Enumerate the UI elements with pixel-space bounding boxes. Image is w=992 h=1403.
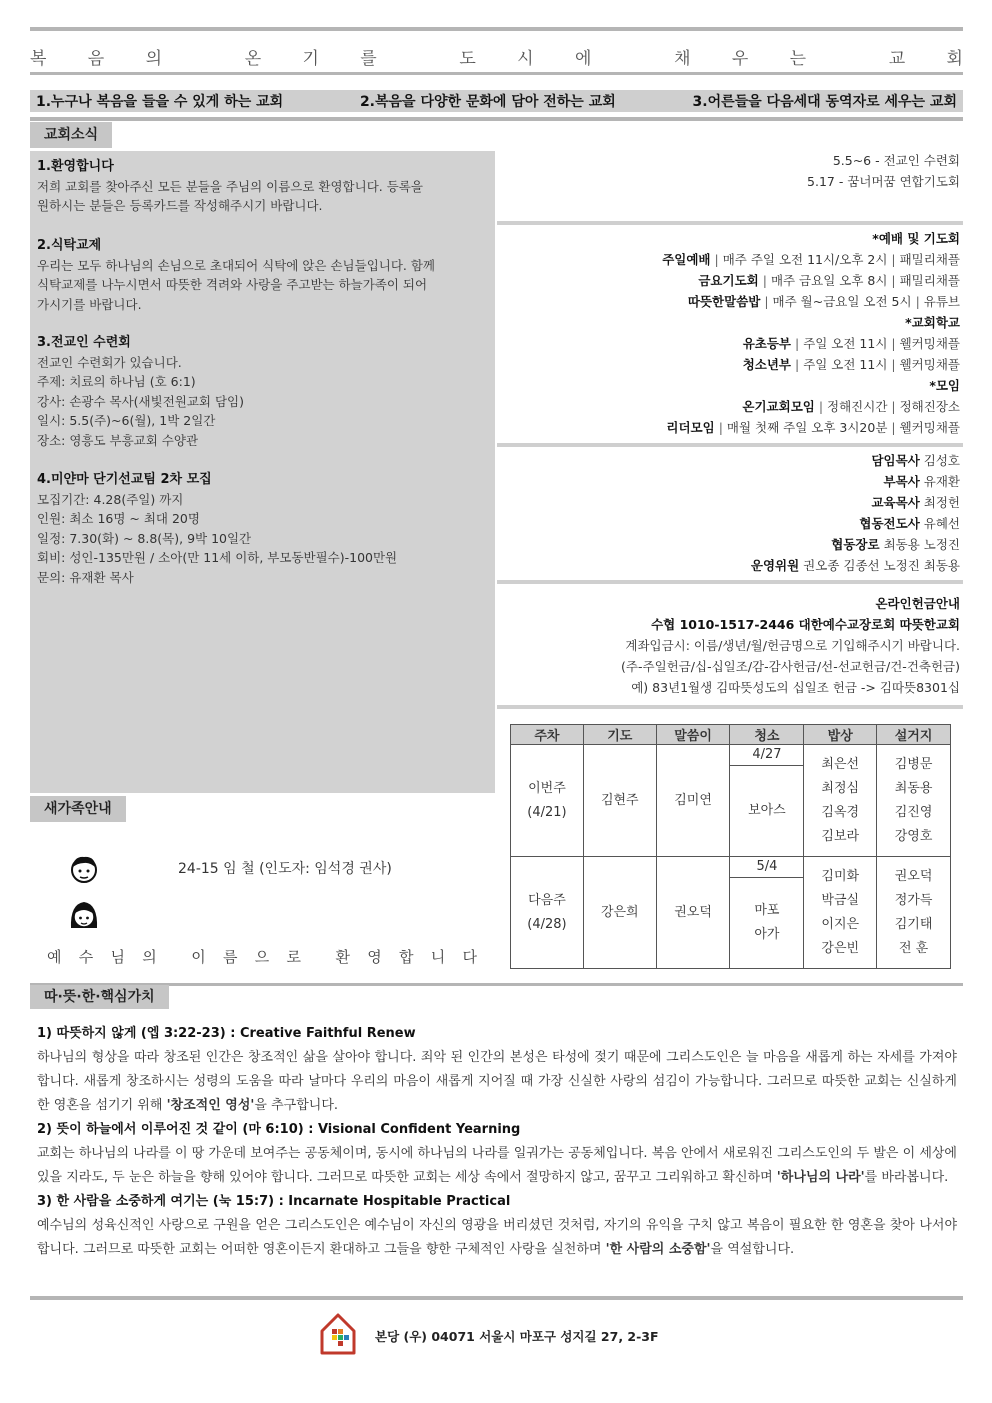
news-item xyxy=(37,333,489,450)
worship-row: 주일예배 | 매주 주일 오전 11시/오후 2시 | 패밀리채플 xyxy=(662,252,960,267)
letter: 다 xyxy=(462,948,477,966)
letter: 음 xyxy=(87,49,105,69)
letter: 으 xyxy=(254,948,270,966)
letter: 시 xyxy=(517,49,534,69)
news-line: 저희 교회를 찾아주신 모든 분들을 주님의 이름으로 환영합니다. 등록을 xyxy=(37,178,423,194)
clean-date-cell: 4/27 xyxy=(730,745,804,766)
table-header-row xyxy=(511,725,951,745)
clean-cell: 마포 아가 xyxy=(730,878,804,969)
staff-row: 운영위원 권오종 김종선 노정진 최동용 xyxy=(750,558,960,573)
letter: 는 xyxy=(789,49,807,69)
staff-row: 협동장로 최동용 노정진 xyxy=(831,537,960,552)
section-divider xyxy=(497,221,963,225)
meal-cell: 최은선 최정심 김옥경 김보라 xyxy=(804,745,877,857)
letter: 채 xyxy=(674,49,691,69)
value-item xyxy=(37,1190,957,1262)
mission-2: 2.복음을 다양한 문화에 담아 전하는 교회 xyxy=(359,94,616,110)
footer-rule xyxy=(30,1296,963,1300)
value-title: 2) 뜻이 하늘에서 이루어진 것 같이 (마 6:10) : Visional Confident Yearning xyxy=(37,1122,521,1137)
letter: 환 xyxy=(335,948,350,966)
news-line: 우리는 모두 하나님의 손님으로 초대되어 식탁에 앉은 손님들입니다. 함께 xyxy=(37,257,436,273)
news-line: 전교인 수련회가 있습니다. xyxy=(37,354,182,370)
letter: 우 xyxy=(731,49,749,69)
meeting-row: 리더모임 | 매월 첫째 주일 오후 3시20분 | 웰커밍채플 xyxy=(666,420,960,435)
mission-rule xyxy=(30,117,963,121)
letter: 의 xyxy=(142,948,157,966)
letter: 에 xyxy=(574,49,592,69)
news-line: 주제: 치료의 하나님 (호 6:1) xyxy=(37,374,196,389)
school-heading: *교회학교 xyxy=(905,315,960,330)
dish-cell: 김병문 최동용 김진영 강영호 xyxy=(877,745,951,857)
news-line: 일정: 7.30(화) ~ 8.8(목), 9박 10일간 xyxy=(37,530,252,546)
address: 본당 (우) 04071 서울시 마포구 성지길 27, 2-3F xyxy=(375,1329,659,1344)
section-divider xyxy=(497,443,963,447)
news-item xyxy=(37,236,489,314)
value-text: 예수님의 성육신적인 사랑으로 구원을 얻은 그리스도인은 예수님이 자신의 영광을 버리셨던 것처럼, 자기의 유익을 구치 않고 복음이 필요한 한 영혼을 찾아 나서야 합니다. 그러므로 따뜻한 교회는 어떠한 영혼이든지 환대하고 그들을 향한 구체적인 사랑을 실천하며 '한 사람의 소중함'을 역설합니다. xyxy=(37,1218,957,1257)
news-title: 1.환영합니다 xyxy=(37,159,114,174)
letter: 님 xyxy=(110,948,125,966)
clean-date-cell: 5/4 xyxy=(730,857,804,878)
letter: 기 xyxy=(302,49,319,69)
news-line: 회비: 성인-135만원 / 소아(만 11세 이하, 부모동반필수)-100만원 xyxy=(37,550,398,565)
value-text: 하나님의 형상을 따라 창조된 인간은 창조적인 삶을 살아야 합니다. 죄악 된 인간의 본성은 타성에 젖기 때문에 그리스도인은 늘 마음을 새롭게 하는 자세를 가져야합니다. 새롭게 창조하시는 성령의 도움을 따라 날마다 우리의 마음이 새롭게 지어질 때 가장 신실한 사랑의 섬김이 가능합니다. 그러므로 따뜻한 교회는 신실하게 한 영혼을 섬기기 위해 '창조적인 영성'을 추구합니다. xyxy=(37,1050,957,1113)
value-item xyxy=(37,1022,957,1118)
duty-table xyxy=(510,724,951,969)
news-line: 일시: 5.5(주)~6(월), 1박 2일간 xyxy=(37,413,216,428)
value-item xyxy=(37,1118,957,1190)
letter: 를 xyxy=(360,49,377,69)
worship-schedule xyxy=(497,228,960,438)
news-title: 2.식탁교제 xyxy=(37,238,102,253)
letter: 도 xyxy=(459,49,476,69)
woman-icon xyxy=(68,898,100,932)
slogan-rule xyxy=(30,72,963,75)
top-rule xyxy=(30,27,963,31)
news-line: 가시기를 바랍니다. xyxy=(37,296,142,312)
newfamily-entry: 24-15 임 철 (인도자: 임석경 권사) xyxy=(178,861,392,877)
worship-row: 따뜻한말씀밥 | 매주 월~금요일 오전 5시 | 유튜브 xyxy=(687,294,960,309)
clean-cell: 보아스 xyxy=(730,766,804,857)
news-item xyxy=(37,470,489,587)
news-title: 3.전교인 수련회 xyxy=(37,335,131,350)
letter: 름 xyxy=(223,948,238,966)
letter: 합 xyxy=(399,948,414,966)
news-line: 모집기간: 4.28(주일) 까지 xyxy=(37,491,184,507)
letter: 교 xyxy=(888,49,906,69)
news-line: 원하시는 분들은 등록카드를 작성해주시기 바랍니다. xyxy=(37,198,323,213)
staff-row: 교육목사 최정헌 xyxy=(871,495,960,510)
letter: 회 xyxy=(946,49,963,69)
welcome-message xyxy=(47,946,477,967)
staff-row: 협동전도사 유혜선 xyxy=(859,516,960,531)
offering-line: (주-주일헌금/십-십일조/감-감사헌금/선-선교헌금/건-건축헌금) xyxy=(621,659,960,674)
section-divider xyxy=(497,580,963,584)
mission-3: 3.어른들을 다음세대 동역자로 세우는 교회 xyxy=(692,94,957,110)
school-row: 유초등부 | 주일 오전 11시 | 웰커밍채플 xyxy=(742,336,960,351)
offering-line: 계좌입금시: 이름/생년/월/헌금명으로 기입해주시기 바랍니다. xyxy=(625,638,960,653)
staff-list xyxy=(497,450,960,576)
week-cell: 이번주 (4/21) xyxy=(511,745,584,857)
meal-cell: 김미화 박금실 이지은 강은빈 xyxy=(804,857,877,969)
news-title: 4.미얀마 단기선교팀 2차 모집 xyxy=(37,472,212,487)
column-header: 설거지 xyxy=(877,725,951,745)
news-line: 강사: 손광수 목사(새빛전원교회 담임) xyxy=(37,393,245,409)
column-header: 청소 xyxy=(730,725,804,745)
slogan xyxy=(30,44,963,69)
news-tag: 교회소식 xyxy=(30,122,112,148)
worship-row: 금요기도회 | 매주 금요일 오후 8시 | 패밀리채플 xyxy=(698,273,960,288)
offering-info xyxy=(497,593,960,698)
newfamily-tag: 새가족안내 xyxy=(30,796,126,822)
news-line: 문의: 유재환 목사 xyxy=(37,569,134,585)
offering-account: 수협 1010-1517-2446 대한예수교장로회 따뜻한교회 xyxy=(651,617,960,632)
staff-row: 부목사 유재환 xyxy=(883,474,960,489)
column-header: 밥상 xyxy=(804,725,877,745)
meeting-row: 온기교회모임 | 정해진시간 | 정해진장소 xyxy=(742,399,960,414)
event-line: 5.17 - 꿈너머꿈 연합기도회 xyxy=(807,174,960,189)
prayer-cell: 김현주 xyxy=(583,745,656,857)
school-row: 청소년부 | 주일 오전 11시 | 웰커밍채플 xyxy=(742,357,960,372)
value-title: 1) 따뜻하지 않게 (엡 3:22-23) : Creative Faithful Renew xyxy=(37,1026,416,1041)
events xyxy=(497,150,960,192)
word-cell: 김미연 xyxy=(656,745,730,857)
table-row xyxy=(511,745,951,766)
letter: 수 xyxy=(78,948,94,966)
mission-1: 1.누구나 복음을 들을 수 있게 하는 교회 xyxy=(36,94,284,110)
letter: 니 xyxy=(430,948,446,966)
core-values xyxy=(37,1022,957,1262)
values-tag: 따·뜻·한·핵심가치 xyxy=(30,985,169,1009)
news-item xyxy=(37,157,489,216)
staff-row: 담임목사 김성호 xyxy=(871,453,960,468)
letter: 온 xyxy=(244,49,262,69)
news-line: 장소: 영흥도 부흥교회 수양관 xyxy=(37,432,199,448)
letter: 의 xyxy=(145,49,162,69)
offering-title: 온라인헌금안내 xyxy=(875,596,960,611)
letter: 로 xyxy=(286,948,301,966)
meeting-heading: *모임 xyxy=(929,378,960,393)
letter: 복 xyxy=(30,49,47,69)
mission-bar xyxy=(30,90,963,112)
offering-line: 예) 83년1월생 김따뜻성도의 십일조 헌금 -> 김따뜻8301십 xyxy=(631,680,960,695)
news-line: 인원: 최소 16명 ~ 최대 20명 xyxy=(37,511,200,526)
section-divider xyxy=(497,705,963,709)
man-icon xyxy=(68,852,100,886)
column-header: 기도 xyxy=(583,725,656,745)
column-header: 주차 xyxy=(511,725,584,745)
word-cell: 권오덕 xyxy=(656,857,730,969)
week-cell: 다음주 (4/28) xyxy=(511,857,584,969)
church-logo-icon xyxy=(318,1311,358,1355)
table-row xyxy=(511,857,951,878)
dish-cell: 권오덕 정가득 김기태 전 훈 xyxy=(877,857,951,969)
letter: 영 xyxy=(367,948,382,966)
value-text: 교회는 하나님의 나라를 이 땅 가운데 보여주는 공동체이며, 동시에 하나님의 나라를 일궈가는 공동체입니다. 복음 안에서 새로워진 그리스도인의 두 발은 이 세상에 있을 지라도, 두 눈은 하늘을 향해 있어야 합니다. 그러므로 따뜻한 교회는 세상 속에서 절망하지 않고, 꿈꾸고 그리워하고 확신하며 '하나님의 나라'를 바라봅니다. xyxy=(37,1146,957,1185)
values-rule xyxy=(30,983,963,986)
letter: 이 xyxy=(191,948,206,966)
letter: 예 xyxy=(47,948,62,966)
prayer-cell: 강은희 xyxy=(583,857,656,969)
value-title: 3) 한 사람을 소중하게 여기는 (눅 15:7) : Incarnate Hospitable Practical xyxy=(37,1194,511,1209)
event-line: 5.5~6 - 전교인 수련회 xyxy=(832,153,960,168)
news-line: 식탁교제를 나누시면서 따뜻한 격려와 사랑을 주고받는 하늘가족이 되어 xyxy=(37,277,428,292)
worship-heading: *예배 및 기도회 xyxy=(872,231,960,246)
column-header: 말씀이 xyxy=(656,725,730,745)
